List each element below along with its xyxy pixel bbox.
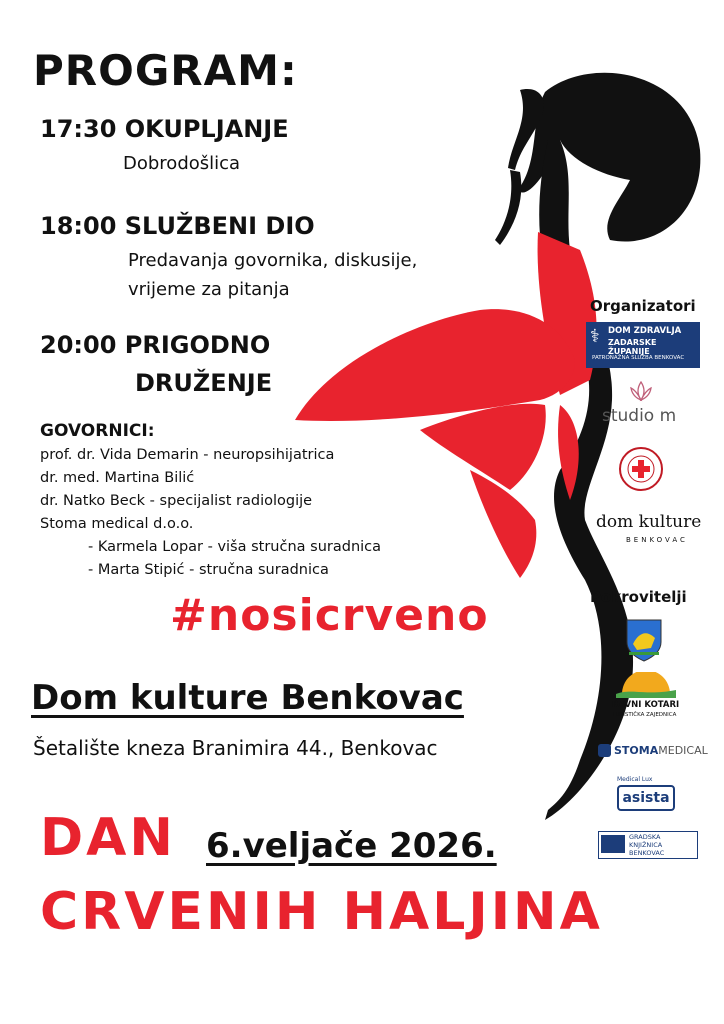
speaker-line: Stoma medical d.o.o. <box>40 516 194 532</box>
library-icon <box>601 835 625 853</box>
speaker-line: dr. med. Martina Bilić <box>40 470 195 486</box>
speakers-heading: GOVORNICI: <box>40 421 155 441</box>
sunrise-icon <box>616 672 676 698</box>
neck-line <box>495 170 521 245</box>
stoma-light: MEDICAL <box>658 744 708 757</box>
ravni-kotari-logo <box>606 672 686 722</box>
knjiznica-line3: BENKOVAC <box>629 849 665 857</box>
asista-top: Medical Lux <box>617 776 653 783</box>
red-cross-icon <box>618 446 664 492</box>
red-cross-logo <box>618 446 664 492</box>
caduceus-icon: ⚕ <box>590 326 600 347</box>
stoma-bold: STOMA <box>614 744 659 757</box>
ravni-kotari-line2: TURISTIČKA ZAJEDNICA <box>612 712 677 718</box>
event-date: 6.veljače 2026. <box>206 826 497 866</box>
venue-address: Šetalište kneza Branimira 44., Benkovac <box>33 736 438 760</box>
program-time-3b: DRUŽENJE <box>135 369 273 397</box>
coat-of-arms-icon <box>625 618 663 662</box>
speaker-line: dr. Natko Beck - specijalist radiologije <box>40 493 313 509</box>
asista-name: asista <box>617 785 675 811</box>
dom-zdravlja-line3: PATRONAŽNA SLUŽBA BENKOVAC <box>592 355 685 361</box>
program-desc-2a: Predavanja govornika, diskusije, <box>128 250 418 271</box>
dom-kulture-logo <box>596 512 714 548</box>
stoma-medical-logo <box>598 742 708 760</box>
program-time-1: 17:30 OKUPLJANJE <box>40 115 289 143</box>
benkovac-coat-of-arms <box>625 618 663 662</box>
speaker-line: - Karmela Lopar - viša stručna suradnica <box>88 539 382 555</box>
program-desc-2b: vrijeme za pitanja <box>128 279 290 300</box>
studio-m-text: studio m <box>602 406 677 426</box>
venue-name: Dom kulture Benkovac <box>31 678 464 718</box>
studio-m-logo <box>600 380 680 430</box>
dom-zdravlja-logo <box>586 322 700 368</box>
dom-kulture-text: dom kulture <box>596 512 702 532</box>
program-time-2: 18:00 SLUŽBENI DIO <box>40 212 315 240</box>
stoma-icon <box>598 744 611 757</box>
program-time-3: 20:00 PRIGODNO <box>40 331 271 359</box>
knjiznica-line1: GRADSKA <box>629 833 661 841</box>
speaker-line: - Marta Stipić - stručna suradnica <box>88 562 329 578</box>
sponsors-heading: Pokrovitelji <box>590 588 687 606</box>
ravni-kotari-line1: RAVNI KOTARI <box>612 700 680 710</box>
hashtag: #nosicrveno <box>170 590 489 641</box>
gradska-knjiznica-logo <box>598 831 698 859</box>
dom-zdravlja-line2: ZADARSKE ŽUPANIJE <box>608 338 657 356</box>
knjiznica-line2: KNJIŽNICA <box>629 841 663 849</box>
event-title-line1: DAN <box>40 808 176 868</box>
dress-panel-low <box>470 470 536 578</box>
program-title: PROGRAM: <box>33 46 298 95</box>
speaker-line: prof. dr. Vida Demarin - neuropsihijatrica <box>40 447 335 463</box>
program-desc-1: Dobrodošlica <box>123 153 241 174</box>
dom-zdravlja-line1: DOM ZDRAVLJA <box>608 326 682 336</box>
event-title-line2: CRVENIH HALJINA <box>40 882 603 942</box>
dom-kulture-city: BENKOVAC <box>626 536 688 544</box>
asista-logo <box>617 776 675 812</box>
organizers-heading: Organizatori <box>590 297 696 315</box>
lotus-icon <box>628 380 654 402</box>
